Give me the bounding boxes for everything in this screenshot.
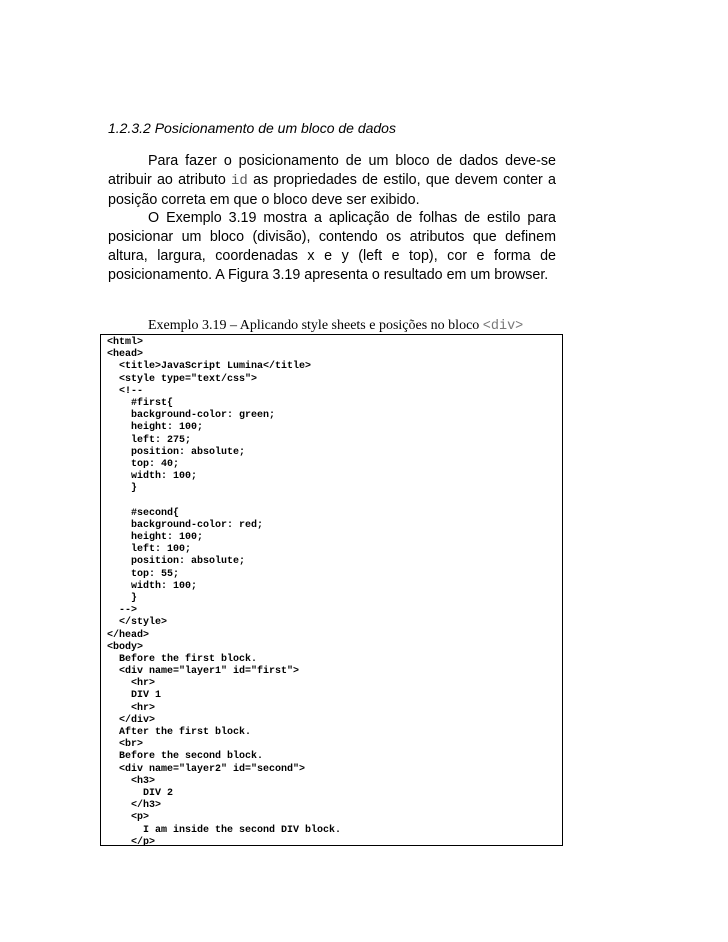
paragraph-1-line-2 — [108, 171, 556, 191]
code-line: #second{ — [107, 507, 180, 519]
code-line: I am inside the second DIV block. — [107, 824, 342, 836]
paragraph-2-line-2: posicionar um bloco (divisão), contendo os atributos que definem — [108, 229, 556, 245]
code-line: <hr> — [107, 702, 156, 714]
code-line: left: 100; — [107, 544, 192, 556]
code-line: </style> — [107, 617, 168, 629]
code-listing — [107, 337, 341, 846]
code-line — [107, 495, 341, 507]
example-caption — [148, 318, 523, 334]
code-line: <h3> — [107, 775, 156, 787]
code-line: <body> — [107, 641, 144, 653]
paragraph-2-line-4: posicionamento. A Figura 3.19 apresenta o resultado em um browser. — [108, 267, 549, 283]
code-line: background-color: green; — [107, 410, 276, 422]
code-line: <div name="layer2" id="second"> — [107, 763, 306, 775]
paragraph-1-line-2-before: atribuir ao atributo — [108, 172, 232, 188]
code-line: <style type="text/css"> — [107, 373, 258, 385]
code-line: height: 100; — [107, 532, 204, 543]
code-line: width: 100; — [107, 580, 198, 592]
paragraph-1-line-3: posição correta em que o bloco deve ser exibido. — [108, 192, 420, 208]
code-line: <html> — [107, 337, 144, 348]
code-listing-box — [100, 334, 563, 846]
code-line: #first{ — [107, 397, 174, 409]
code-line: <head> — [107, 349, 144, 361]
paragraph-2 — [108, 209, 556, 285]
code-line: DIV 2 — [107, 787, 174, 799]
code-line: } — [107, 592, 138, 604]
inline-code-id: id — [231, 173, 248, 189]
code-line: <br> — [107, 739, 144, 751]
paragraph-1-line-2-after: as propriedades de estilo, que devem conter a — [247, 172, 556, 188]
caption-code: <div> — [482, 319, 524, 334]
code-line: <!-- — [107, 385, 144, 397]
paragraph-1-line-1: Para fazer o posicionamento de um bloco de dados deve-se — [148, 153, 556, 169]
code-line: height: 100; — [107, 422, 204, 434]
code-line: <p> — [107, 812, 150, 824]
section-heading: 1.2.3.2 Posicionamento de um bloco de dados — [108, 120, 396, 136]
code-line: <div name="layer1" id="first"> — [107, 666, 300, 678]
code-line: Before the first block. — [107, 653, 258, 665]
code-line: position: absolute; — [107, 556, 246, 568]
code-line: position: absolute; — [107, 446, 246, 458]
code-line: --> — [107, 605, 138, 617]
paragraph-2-line-1: O Exemplo 3.19 mostra a aplicação de folhas de estilo para — [148, 210, 556, 226]
code-line: </head> — [107, 629, 150, 641]
code-line: width: 100; — [107, 471, 198, 483]
code-line: DIV 1 — [107, 690, 162, 702]
code-line: </div> — [107, 714, 156, 726]
code-line: Before the second block. — [107, 751, 264, 763]
code-line: } — [107, 483, 138, 495]
paragraph-2-line-3: altura, largura, coordenadas x e y (left e top), cor e forma de — [108, 248, 556, 264]
code-line: </p> — [107, 836, 156, 846]
code-line: <hr> — [107, 678, 156, 690]
code-line: top: 55; — [107, 568, 180, 580]
code-line: left: 275; — [107, 434, 192, 446]
code-line: After the first block. — [107, 727, 252, 738]
paragraph-1 — [108, 152, 556, 210]
code-line: background-color: red; — [107, 519, 264, 531]
code-line: </h3> — [107, 800, 162, 812]
code-line: <title>JavaScript Lumina</title> — [107, 361, 312, 373]
code-line: top: 40; — [107, 458, 180, 470]
caption-text: Exemplo 3.19 – Aplicando style sheets e posições no bloco — [148, 318, 483, 333]
